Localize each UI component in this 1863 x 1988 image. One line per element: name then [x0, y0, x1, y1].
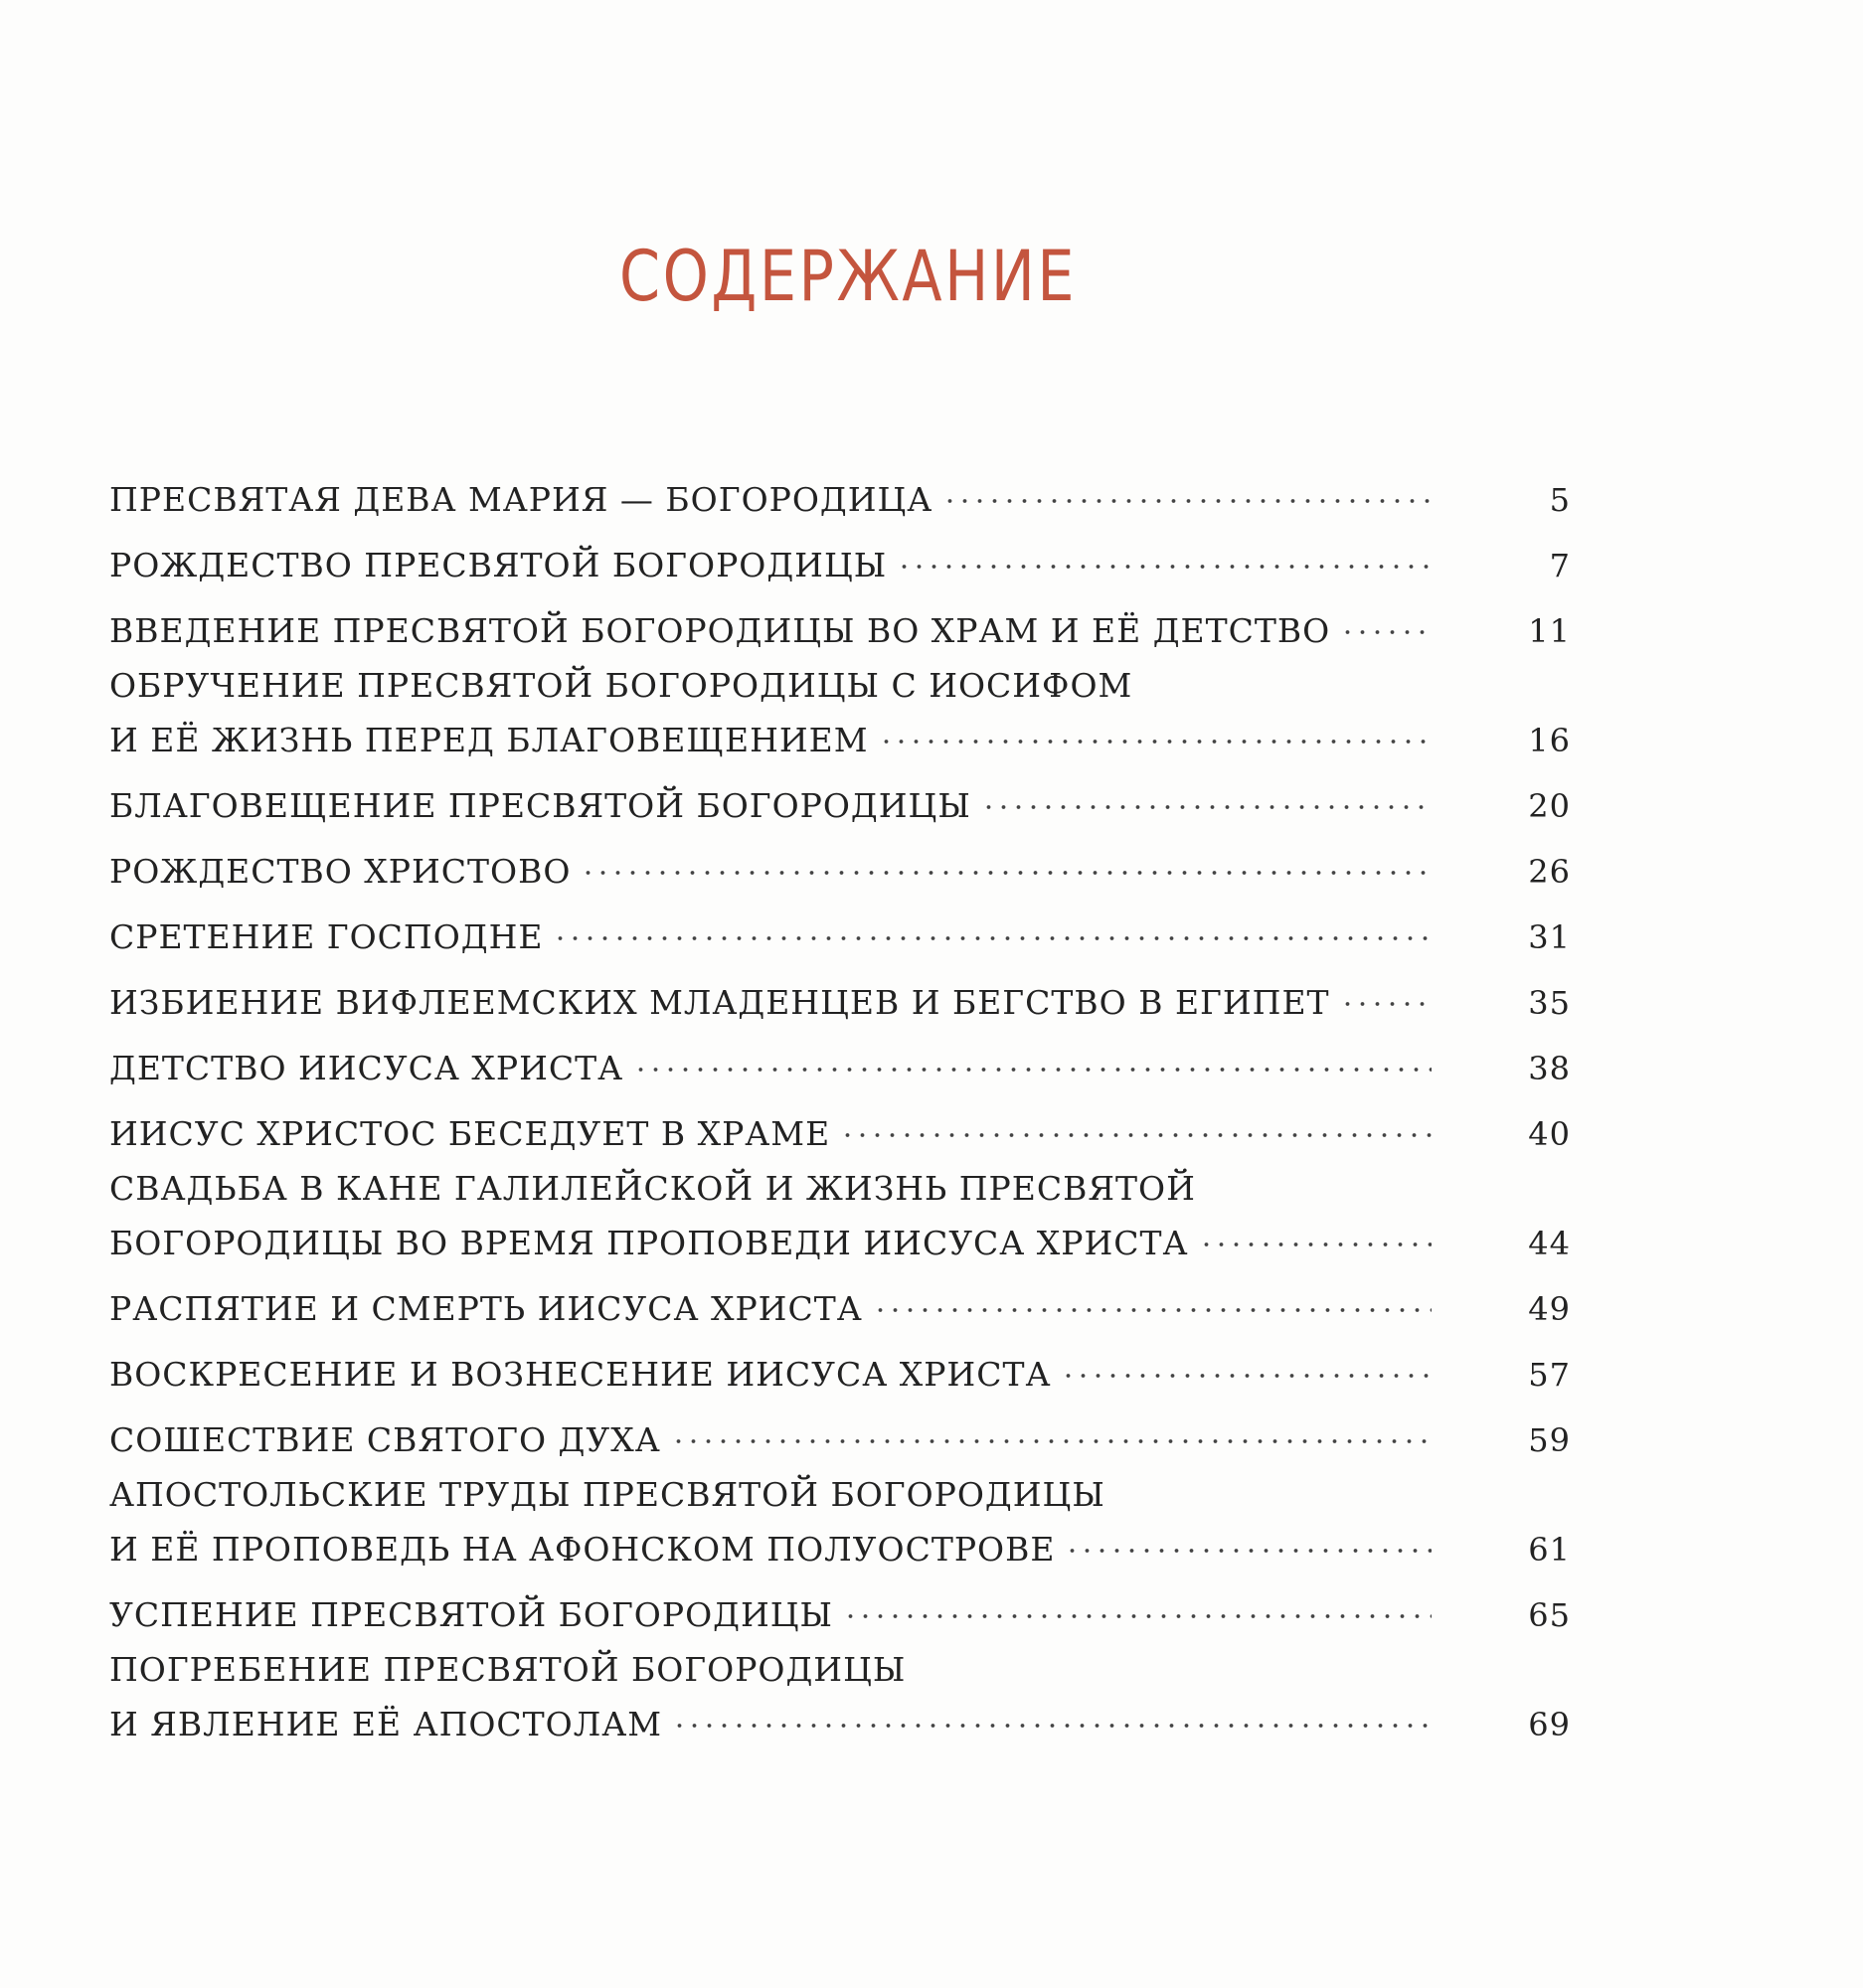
toc-entry-title-line-1: ПОГРЕБЕНИЕ ПРЕСВЯТОЙ БОГОРОДИЦЫ: [109, 1650, 907, 1689]
dot-leader: [661, 1408, 1432, 1451]
toc-entry-line: [109, 533, 1571, 584]
toc-entry-line: [109, 708, 1571, 759]
dot-leader: [1051, 1342, 1432, 1386]
toc-entry[interactable]: [109, 1101, 1571, 1153]
toc-entry[interactable]: [109, 1582, 1571, 1634]
dot-leader: [863, 1276, 1432, 1320]
dot-leader: [830, 1101, 1432, 1145]
toc-entry-line: [109, 467, 1571, 519]
table-of-contents: [109, 467, 1571, 1743]
toc-entry-title: СОШЕСТВИЕ СВЯТОГО ДУХА: [109, 1420, 661, 1459]
toc-entry-title-line-1: СВАДЬБА В КАНЕ ГАЛИЛЕЙСКОЙ И ЖИЗНЬ ПРЕСВЯТОЙ: [109, 1169, 1196, 1208]
toc-entry-line: [109, 664, 1571, 708]
toc-entry-line: [109, 1648, 1571, 1692]
toc-page-number: 38: [1528, 1050, 1571, 1087]
toc-entry[interactable]: [109, 1036, 1571, 1087]
toc-entry-title: РОЖДЕСТВО ХРИСТОВО: [109, 852, 572, 891]
toc-entry-line: [109, 839, 1571, 891]
toc-page-number: 5: [1549, 481, 1571, 519]
toc-entry-title-line-1: ОБРУЧЕНИЕ ПРЕСВЯТОЙ БОГОРОДИЦЫ С ИОСИФОМ: [109, 666, 1133, 705]
toc-page-number: 31: [1528, 918, 1571, 956]
toc-page-number: 69: [1528, 1706, 1571, 1743]
toc-entry-line: [109, 1211, 1571, 1262]
dot-leader: [623, 1036, 1432, 1079]
toc-entry[interactable]: [109, 1473, 1571, 1569]
toc-entry-line: [109, 1517, 1571, 1569]
dot-leader: [543, 905, 1432, 948]
toc-entry-line: [109, 1582, 1571, 1634]
toc-entry-line: [109, 1342, 1571, 1394]
toc-page-number: 49: [1528, 1290, 1571, 1328]
toc-entry[interactable]: [109, 970, 1571, 1022]
toc-page-number: 26: [1528, 853, 1571, 891]
toc-entry-title-line-2: И ЕЁ ЖИЗНЬ ПЕРЕД БЛАГОВЕЩЕНИЕМ: [109, 721, 869, 759]
toc-entry-title: ВОСКРЕСЕНИЕ И ВОЗНЕСЕНИЕ ИИСУСА ХРИСТА: [109, 1355, 1052, 1394]
dot-leader: [932, 467, 1432, 511]
toc-entry[interactable]: [109, 533, 1571, 584]
toc-page-number: 11: [1528, 612, 1571, 650]
dot-leader: [1055, 1517, 1432, 1561]
toc-entry[interactable]: [109, 467, 1571, 519]
toc-entry-line: [109, 1036, 1571, 1087]
toc-entry-title: БЛАГОВЕЩЕНИЕ ПРЕСВЯТОЙ БОГОРОДИЦЫ: [109, 786, 971, 825]
toc-page-number: 20: [1528, 787, 1571, 825]
dot-leader: [887, 533, 1432, 577]
toc-page-number: 65: [1528, 1596, 1571, 1634]
toc-entry-title: ИЗБИЕНИЕ ВИФЛЕЕМСКИХ МЛАДЕНЦЕВ И БЕГСТВО В ЕГИПЕТ: [109, 983, 1330, 1022]
dot-leader: [833, 1582, 1432, 1626]
toc-entry[interactable]: [109, 664, 1571, 759]
toc-entry-line: [109, 1101, 1571, 1153]
toc-entry-line: [109, 970, 1571, 1022]
toc-entry[interactable]: [109, 1342, 1571, 1394]
toc-entry-title: ПРЕСВЯТАЯ ДЕВА МАРИЯ — БОГОРОДИЦА: [109, 480, 933, 519]
dot-leader: [571, 839, 1432, 883]
toc-page-number: 40: [1528, 1115, 1571, 1153]
dot-leader: [1189, 1211, 1433, 1254]
toc-entry-title: СРЕТЕНИЕ ГОСПОДНЕ: [109, 917, 544, 956]
toc-entry-title: УСПЕНИЕ ПРЕСВЯТОЙ БОГОРОДИЦЫ: [109, 1595, 833, 1634]
toc-entry[interactable]: [109, 839, 1571, 891]
toc-page-number: 59: [1528, 1421, 1571, 1459]
toc-page-number: 35: [1528, 984, 1571, 1022]
dot-leader: [869, 708, 1432, 751]
dot-leader: [971, 773, 1432, 817]
toc-entry-title-line-2: БОГОРОДИЦЫ ВО ВРЕМЯ ПРОПОВЕДИ ИИСУСА ХРИСТА: [109, 1224, 1189, 1262]
toc-entry-title-line-2: И ЯВЛЕНИЕ ЕЁ АПОСТОЛАМ: [109, 1705, 663, 1743]
toc-page-number: 61: [1528, 1531, 1571, 1569]
toc-entry-title: ДЕТСТВО ИИСУСА ХРИСТА: [109, 1049, 624, 1087]
toc-entry[interactable]: [109, 1648, 1571, 1743]
toc-page-number: 7: [1549, 547, 1571, 584]
toc-entry-line: [109, 1408, 1571, 1459]
toc-entry-line: [109, 773, 1571, 825]
toc-entry-title-line-2: И ЕЁ ПРОПОВЕДЬ НА АФОНСКОМ ПОЛУОСТРОВЕ: [109, 1530, 1056, 1569]
toc-entry-line: [109, 598, 1571, 650]
toc-entry-title: ИИСУС ХРИСТОС БЕСЕДУЕТ В ХРАМЕ: [109, 1114, 831, 1153]
toc-entry[interactable]: [109, 1276, 1571, 1328]
toc-page-number: 16: [1528, 722, 1571, 759]
toc-entry-line: [109, 1692, 1571, 1743]
toc-entry[interactable]: [109, 1408, 1571, 1459]
toc-entry[interactable]: [109, 598, 1571, 650]
toc-page-number: 44: [1528, 1225, 1571, 1262]
toc-entry-line: [109, 905, 1571, 956]
dot-leader: [662, 1692, 1432, 1736]
toc-entry-title: ВВЕДЕНИЕ ПРЕСВЯТОЙ БОГОРОДИЦЫ ВО ХРАМ И ЕЁ ДЕТСТВО: [109, 611, 1331, 650]
toc-page-number: 57: [1528, 1356, 1571, 1394]
toc-entry-line: [109, 1473, 1571, 1517]
toc-entry-title: РОЖДЕСТВО ПРЕСВЯТОЙ БОГОРОДИЦЫ: [109, 546, 888, 584]
dot-leader: [1330, 598, 1432, 642]
page-title: СОДЕРЖАНИЕ: [618, 235, 1078, 317]
toc-entry-line: [109, 1276, 1571, 1328]
toc-entry-title: РАСПЯТИЕ И СМЕРТЬ ИИСУСА ХРИСТА: [109, 1289, 863, 1328]
toc-entry[interactable]: [109, 773, 1571, 825]
toc-entry[interactable]: [109, 1167, 1571, 1262]
toc-entry[interactable]: [109, 905, 1571, 956]
toc-entry-title-line-1: АПОСТОЛЬСКИЕ ТРУДЫ ПРЕСВЯТОЙ БОГОРОДИЦЫ: [109, 1475, 1105, 1514]
dot-leader: [1330, 970, 1432, 1014]
toc-entry-line: [109, 1167, 1571, 1211]
